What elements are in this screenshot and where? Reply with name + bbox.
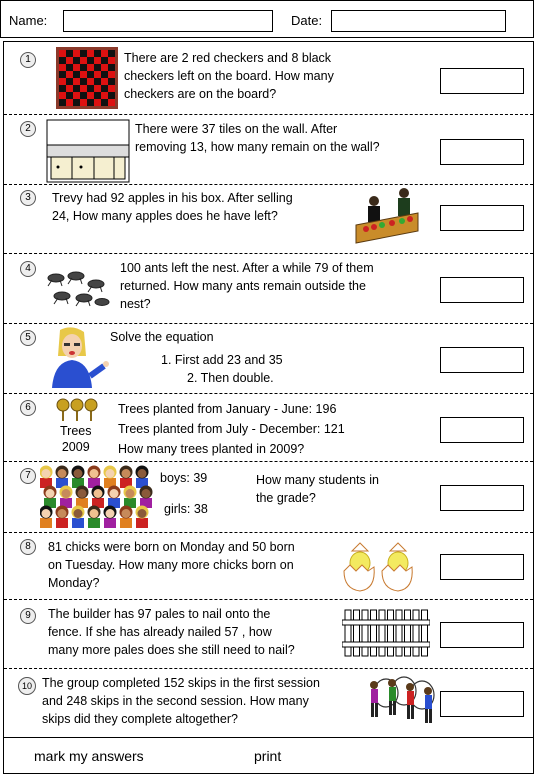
question-line: There were 37 tiles on the wall. After — [135, 122, 338, 136]
question-line: nest? — [120, 297, 151, 311]
name-label: Name: — [9, 13, 48, 28]
pic-caption: Trees — [60, 424, 92, 438]
question-number: 6 — [20, 400, 36, 416]
answer-box[interactable] — [440, 485, 524, 511]
answer-box[interactable] — [440, 622, 524, 648]
question-6 — [4, 394, 533, 461]
question-line: 2. Then double. — [187, 371, 274, 385]
answer-box[interactable] — [440, 417, 524, 443]
answer-box[interactable] — [440, 205, 524, 231]
girls-count: girls: 38 — [164, 502, 208, 516]
question-line: many more pales does she still need to nail? — [48, 643, 295, 657]
boys-count: boys: 39 — [160, 471, 208, 485]
mark-answers-button[interactable]: mark my answers — [34, 748, 144, 764]
question-5 — [4, 324, 533, 393]
name-field[interactable] — [63, 10, 273, 32]
question-1 — [4, 42, 533, 114]
chicks-hatching-icon — [340, 537, 420, 593]
date-label: Date: — [291, 13, 323, 28]
skipping-kids-icon — [366, 671, 438, 729]
checkerboard-icon — [56, 47, 118, 109]
question-line: checkers are on the board? — [124, 87, 277, 101]
question-4 — [4, 254, 533, 323]
question-line: Solve the equation — [110, 330, 214, 344]
question-line: 100 ants left the nest. After a while 79 of them — [120, 261, 374, 275]
question-line: Monday? — [48, 576, 100, 590]
question-number: 1 — [20, 52, 36, 68]
tile-wall-icon — [46, 119, 130, 183]
date-field[interactable] — [331, 10, 506, 32]
question-line: 81 chicks were born on Monday and 50 born — [48, 540, 295, 554]
question-line: Trees planted from July - December: 121 — [118, 422, 345, 436]
question-line: returned. How many ants remain outside the — [120, 279, 366, 293]
question-8 — [4, 533, 533, 599]
question-line: checkers left on the board. How many — [124, 69, 334, 83]
ants-icon — [42, 266, 114, 310]
answer-box[interactable] — [440, 347, 524, 373]
fruit-stall-icon — [352, 185, 422, 247]
question-number: 8 — [20, 539, 36, 555]
question-line: skips did they complete altogether? — [42, 712, 238, 726]
question-line: on Tuesday. How many more chicks born on — [48, 558, 294, 572]
question-line: How many trees planted in 2009? — [118, 442, 305, 456]
answer-box[interactable] — [440, 691, 524, 717]
question-line: removing 13, how many remain on the wall? — [135, 140, 380, 154]
pic-caption: 2009 — [61, 440, 90, 454]
question-line: the grade? — [256, 491, 316, 505]
question-number: 9 — [20, 608, 36, 624]
question-line: Trees planted from January - June: 196 — [118, 402, 337, 416]
question-line: and 248 skips in the second session. How many — [42, 694, 309, 708]
answer-box[interactable] — [440, 68, 524, 94]
question-line: The group completed 152 skips in the first session — [42, 676, 320, 690]
teacher-icon — [46, 326, 110, 390]
question-line: 1. First add 23 and 35 — [161, 353, 283, 367]
question-3 — [4, 185, 533, 253]
question-10 — [4, 669, 533, 737]
question-2 — [4, 115, 533, 184]
trees-icon — [56, 398, 100, 422]
question-line: The builder has 97 pales to nail onto the — [48, 607, 271, 621]
question-line: How many students in — [256, 473, 379, 487]
question-number: 7 — [20, 468, 36, 484]
answer-box[interactable] — [440, 277, 524, 303]
print-button[interactable]: print — [254, 748, 282, 764]
question-line: 24, How many apples does he have left? — [52, 209, 278, 223]
header-bar — [0, 0, 534, 38]
question-number: 2 — [20, 121, 36, 137]
question-number: 3 — [20, 190, 36, 206]
answer-box[interactable] — [440, 554, 524, 580]
question-number: 10 — [18, 677, 36, 695]
question-number: 4 — [20, 261, 36, 277]
question-line: There are 2 red checkers and 8 black — [124, 51, 332, 65]
footer-bar — [4, 737, 533, 774]
worksheet — [3, 41, 534, 774]
question-line: fence. If she has already nailed 57 , how — [48, 625, 272, 639]
question-9 — [4, 600, 533, 668]
question-7 — [4, 462, 533, 532]
answer-box[interactable] — [440, 139, 524, 165]
question-number: 5 — [20, 330, 36, 346]
fence-icon — [342, 608, 430, 658]
students-group-icon — [40, 464, 158, 530]
question-line: Trevy had 92 apples in his box. After selling — [52, 191, 293, 205]
